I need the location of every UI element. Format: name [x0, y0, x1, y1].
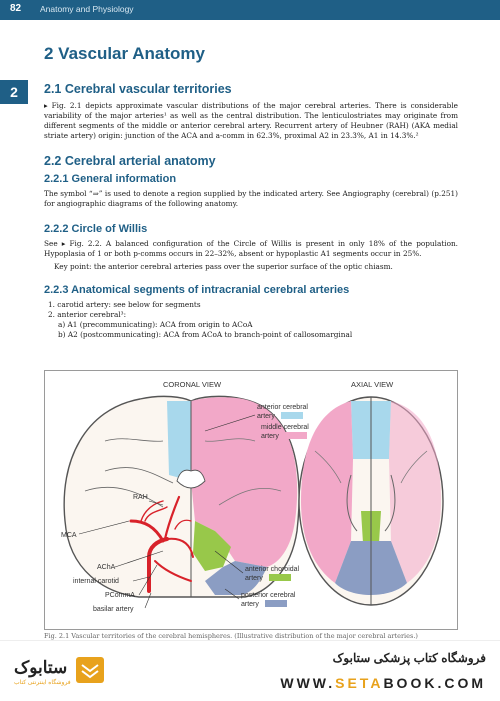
legend-acha-line2: artery	[245, 575, 263, 582]
legend-acha-line1: anterior choroidal	[245, 566, 300, 573]
legend-pca-line2: artery	[241, 601, 259, 608]
running-header	[0, 0, 500, 20]
legend-mca-swatch	[285, 432, 307, 439]
svg-text:ستابوک: ستابوک	[14, 658, 68, 677]
label-pcomma: PCommA	[105, 592, 135, 599]
shop-url[interactable]	[280, 675, 486, 691]
page-content	[44, 44, 458, 350]
label-acha: AChA	[97, 564, 116, 571]
vascular-territory-figure	[44, 370, 458, 630]
section-2-2-2-title: 2.2.2 Circle of Willis	[44, 223, 148, 236]
svg-text:فروشگاه اینترنتی کتاب: فروشگاه اینترنتی کتاب	[14, 680, 71, 686]
section-2-2-1-body: The symbol “⇒” is used to denote a region supplied by the indicated artery. See Angiography (cerebral) (p.251) for angiographic diagrams of the following anatomy.	[44, 189, 458, 209]
legend-pca-line1: posterior cerebral	[241, 592, 296, 599]
list-item: b) A2 (postcommunicating): ACA from ACoA to branch-point of callosomarginal	[58, 330, 353, 340]
legend-aca-line1: anterior cerebral	[257, 404, 308, 411]
setabook-logo	[10, 651, 110, 689]
chapter-title: 2 Vascular Anatomy	[44, 44, 205, 63]
label-internal-carotid: internal carotid	[73, 578, 119, 585]
brain-diagram	[45, 371, 457, 629]
label-rah: RAH	[133, 494, 148, 501]
axial-view-label: AXIAL VIEW	[351, 380, 394, 389]
figure-caption: Fig. 2.1 Vascular territories of the cerebral hemispheres. (Illustrative distribution of the major cerebral arteries.)	[44, 632, 418, 640]
section-2-2-title: 2.2 Cerebral arterial anatomy	[44, 154, 216, 169]
chapter-tab: 2	[0, 80, 28, 104]
url-accent: SETA	[335, 675, 384, 691]
legend-aca-line2: artery	[257, 413, 275, 420]
url-prefix: WWW.	[280, 675, 336, 691]
coronal-view-label: CORONAL VIEW	[163, 380, 222, 389]
segment-list	[44, 300, 458, 341]
section-2-2-3-title: 2.2.3 Anatomical segments of intracranial cerebral arteries	[44, 283, 350, 296]
legend-mca-line2: artery	[261, 433, 279, 440]
section-2-1-title: 2.1 Cerebral vascular territories	[44, 82, 232, 96]
page-number: 82	[10, 3, 22, 14]
list-item: a) A1 (precommunicating): ACA from origin to ACoA	[58, 320, 253, 329]
running-head-title: Anatomy and Physiology	[40, 4, 134, 14]
axial-view	[299, 380, 443, 605]
section-2-1-body: ▸ Fig. 2.1 depicts approximate vascular distributions of the major cerebral arteries. There is considerable variability of the major arteries¹ as well as the central distribution. The lenticulostriates may originate from different segments of the middle or anterior cerebral artery. Recurrent artery of Heubner (RAH) (AKA medial striate artery) origin: junction of the ACA and a-comm in 62.3%, proximal A2 in 23.3%, A1 in 14.3%.²	[44, 101, 458, 140]
label-mca: MCA	[61, 532, 77, 539]
label-basilar-artery: basilar artery	[93, 606, 134, 613]
legend-pca-swatch	[265, 600, 287, 607]
section-2-2-2-body: See ▸ Fig. 2.2. A balanced configuration of the Circle of Willis is present in only 18% of the population. Hypoplasia of 1 or both p-comms occurs in 22–32%, absent or hypoplastic A1 segments occur in 25%.	[44, 239, 458, 258]
shop-name: فروشگاه کتاب پزشکی ستابوک	[332, 651, 486, 665]
legend-acha-swatch	[269, 574, 291, 581]
legend-mca-line1: middle cerebral	[261, 424, 309, 431]
key-point: Key point: the anterior cerebral arteries pass over the superior surface of the optic chiasm.	[54, 261, 393, 271]
list-item: 2. anterior cerebral³:	[48, 309, 127, 319]
list-item: 1. carotid artery: see below for segments	[48, 299, 201, 309]
url-suffix: BOOK.COM	[383, 675, 486, 691]
section-2-2-1-title: 2.2.1 General information	[44, 173, 177, 186]
legend-aca-swatch	[281, 412, 303, 419]
publisher-footer	[0, 640, 500, 701]
coronal-aca-territory	[167, 401, 191, 481]
